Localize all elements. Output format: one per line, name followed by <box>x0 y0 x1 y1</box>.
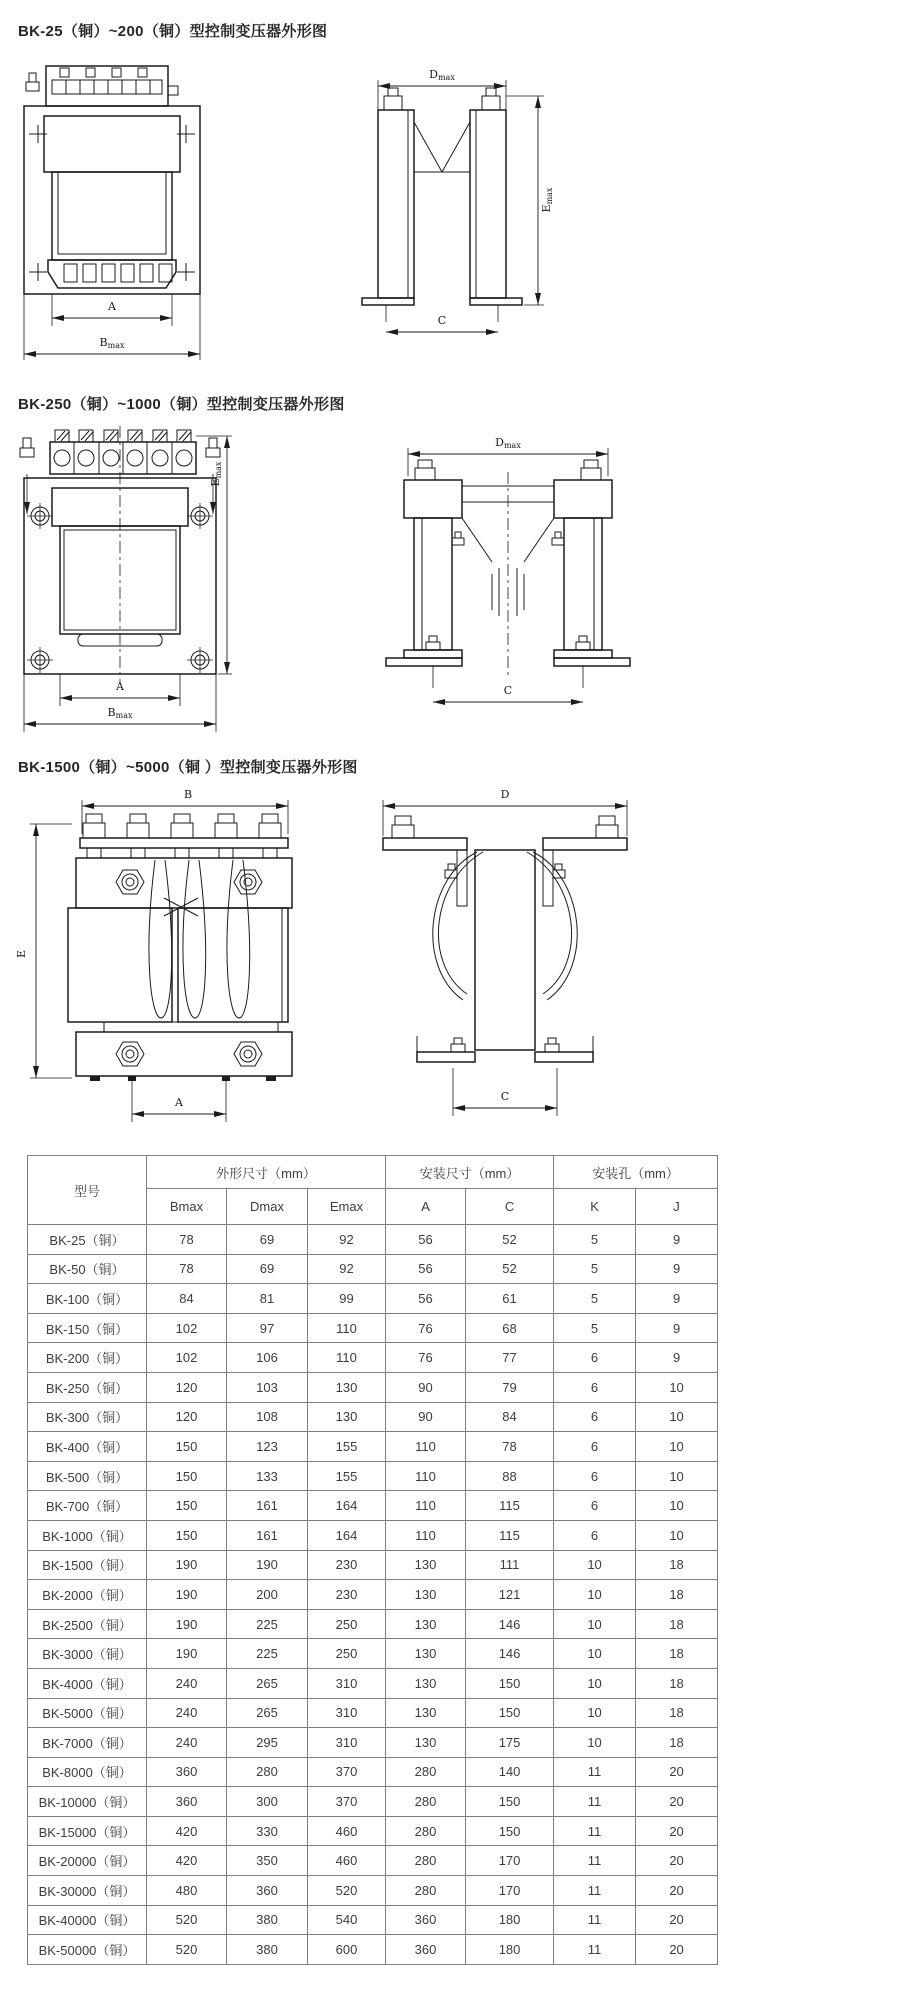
column-header-bmax: Bmax <box>147 1189 227 1225</box>
left-leg <box>378 88 442 298</box>
table-row <box>28 1639 718 1669</box>
model-cell: BK-2000（铜） <box>28 1580 147 1610</box>
value-cell: 240 <box>147 1668 227 1698</box>
lead-wires <box>433 852 577 1000</box>
value-cell: 180 <box>466 1905 554 1935</box>
value-cell: 480 <box>147 1876 227 1906</box>
value-cell: 9 <box>636 1254 718 1284</box>
value-cell: 56 <box>386 1254 466 1284</box>
dim-label-c: C <box>437 314 447 327</box>
value-cell: 150 <box>147 1520 227 1550</box>
value-cell: 110 <box>386 1491 466 1521</box>
value-cell: 20 <box>636 1935 718 1965</box>
value-cell: 600 <box>308 1935 386 1965</box>
terminal-bolts <box>83 814 281 858</box>
dimension-dmax <box>378 68 506 112</box>
value-cell: 10 <box>636 1461 718 1491</box>
value-cell: 230 <box>308 1550 386 1580</box>
value-cell: 150 <box>466 1816 554 1846</box>
model-cell: BK-250（铜） <box>28 1372 147 1402</box>
value-cell: 175 <box>466 1728 554 1758</box>
value-cell: 6 <box>554 1372 636 1402</box>
value-cell: 102 <box>147 1343 227 1373</box>
top-bolts <box>392 816 618 838</box>
value-cell: 11 <box>554 1876 636 1906</box>
value-cell: 90 <box>386 1402 466 1432</box>
model-cell: BK-7000（铜） <box>28 1728 147 1758</box>
value-cell: 69 <box>227 1254 308 1284</box>
model-cell: BK-200（铜） <box>28 1343 147 1373</box>
group-header-mounting-holes: 安装孔（mm） <box>554 1156 718 1189</box>
table-row <box>28 1225 718 1255</box>
model-cell: BK-500（铜） <box>28 1461 147 1491</box>
core-column <box>475 850 535 1050</box>
spec-table <box>27 1155 718 1965</box>
dimension-c <box>386 314 498 332</box>
value-cell: 200 <box>227 1580 308 1610</box>
value-cell: 170 <box>466 1846 554 1876</box>
table-row <box>28 1876 718 1906</box>
dim-label-bmax: Bmax <box>107 706 133 720</box>
value-cell: 10 <box>636 1402 718 1432</box>
value-cell: 10 <box>554 1639 636 1669</box>
table-row <box>28 1668 718 1698</box>
section-3-front-view-drawing <box>14 786 304 1138</box>
value-cell: 103 <box>227 1372 308 1402</box>
table-row <box>28 1461 718 1491</box>
dim-label-d: D <box>500 788 510 801</box>
core-and-coil <box>44 116 180 288</box>
table-row <box>28 1491 718 1521</box>
model-cell: BK-400（铜） <box>28 1432 147 1462</box>
value-cell: 92 <box>308 1254 386 1284</box>
value-cell: 56 <box>386 1225 466 1255</box>
value-cell: 84 <box>147 1284 227 1314</box>
dimension-d <box>383 788 627 836</box>
value-cell: 130 <box>308 1372 386 1402</box>
value-cell: 18 <box>636 1580 718 1610</box>
value-cell: 6 <box>554 1343 636 1373</box>
value-cell: 76 <box>386 1343 466 1373</box>
value-cell: 250 <box>308 1609 386 1639</box>
value-cell: 240 <box>147 1698 227 1728</box>
model-cell: BK-1500（铜） <box>28 1550 147 1580</box>
value-cell: 133 <box>227 1461 308 1491</box>
value-cell: 10 <box>636 1520 718 1550</box>
value-cell: 520 <box>147 1905 227 1935</box>
coil-blocks <box>68 908 288 1032</box>
value-cell: 11 <box>554 1935 636 1965</box>
value-cell: 295 <box>227 1728 308 1758</box>
table-row <box>28 1402 718 1432</box>
group-header-mounting-dimensions: 安装尺寸（mm） <box>386 1156 554 1189</box>
column-header-model: 型号 <box>28 1156 147 1225</box>
value-cell: 190 <box>147 1609 227 1639</box>
value-cell: 18 <box>636 1728 718 1758</box>
dim-label-bmax: Bmax <box>99 336 125 350</box>
spec-table-header <box>28 1156 718 1225</box>
value-cell: 78 <box>147 1225 227 1255</box>
dimension-b <box>82 788 288 834</box>
value-cell: 360 <box>147 1787 227 1817</box>
section-1-side-view-drawing <box>356 60 561 355</box>
value-cell: 370 <box>308 1757 386 1787</box>
top-brackets <box>383 838 627 906</box>
value-cell: 310 <box>308 1698 386 1728</box>
value-cell: 420 <box>147 1846 227 1876</box>
value-cell: 280 <box>386 1846 466 1876</box>
value-cell: 78 <box>466 1432 554 1462</box>
value-cell: 11 <box>554 1787 636 1817</box>
value-cell: 92 <box>308 1225 386 1255</box>
right-leg <box>524 480 612 658</box>
lower-clamp <box>76 1032 292 1081</box>
value-cell: 310 <box>308 1668 386 1698</box>
model-cell: BK-30000（铜） <box>28 1876 147 1906</box>
value-cell: 115 <box>466 1520 554 1550</box>
value-cell: 115 <box>466 1491 554 1521</box>
value-cell: 360 <box>227 1876 308 1906</box>
value-cell: 520 <box>147 1935 227 1965</box>
table-row <box>28 1609 718 1639</box>
value-cell: 6 <box>554 1520 636 1550</box>
dimension-a <box>60 674 180 706</box>
value-cell: 10 <box>554 1668 636 1698</box>
value-cell: 380 <box>227 1935 308 1965</box>
value-cell: 310 <box>308 1728 386 1758</box>
value-cell: 120 <box>147 1402 227 1432</box>
table-row <box>28 1698 718 1728</box>
table-row <box>28 1728 718 1758</box>
value-cell: 280 <box>386 1787 466 1817</box>
value-cell: 102 <box>147 1313 227 1343</box>
value-cell: 68 <box>466 1313 554 1343</box>
section-3-title: BK-1500（铜）~5000（铜 ）型控制变压器外形图 <box>18 759 358 776</box>
value-cell: 97 <box>227 1313 308 1343</box>
model-cell: BK-20000（铜） <box>28 1846 147 1876</box>
value-cell: 240 <box>147 1728 227 1758</box>
value-cell: 10 <box>636 1491 718 1521</box>
value-cell: 225 <box>227 1609 308 1639</box>
column-header-j: J <box>636 1189 718 1225</box>
dim-label-emax: Emax <box>209 461 223 487</box>
value-cell: 18 <box>636 1609 718 1639</box>
model-cell: BK-4000（铜） <box>28 1668 147 1698</box>
dimension-c <box>453 1068 557 1116</box>
value-cell: 18 <box>636 1698 718 1728</box>
value-cell: 9 <box>636 1313 718 1343</box>
value-cell: 69 <box>227 1225 308 1255</box>
dim-label-a: A <box>108 300 116 313</box>
value-cell: 90 <box>386 1372 466 1402</box>
value-cell: 11 <box>554 1846 636 1876</box>
value-cell: 9 <box>636 1225 718 1255</box>
value-cell: 78 <box>147 1254 227 1284</box>
table-row <box>28 1343 718 1373</box>
dim-label-e: E <box>15 949 28 959</box>
table-row <box>28 1313 718 1343</box>
value-cell: 110 <box>386 1461 466 1491</box>
side-bolt-icon <box>26 73 178 95</box>
value-cell: 11 <box>554 1905 636 1935</box>
dimension-emax <box>196 436 232 674</box>
value-cell: 77 <box>466 1343 554 1373</box>
value-cell: 10 <box>554 1728 636 1758</box>
value-cell: 164 <box>308 1520 386 1550</box>
dimension-a <box>132 1081 226 1122</box>
table-row <box>28 1254 718 1284</box>
table-row <box>28 1935 718 1965</box>
value-cell: 280 <box>386 1816 466 1846</box>
value-cell: 190 <box>147 1550 227 1580</box>
value-cell: 110 <box>308 1313 386 1343</box>
value-cell: 155 <box>308 1432 386 1462</box>
value-cell: 52 <box>466 1225 554 1255</box>
value-cell: 360 <box>386 1935 466 1965</box>
value-cell: 460 <box>308 1816 386 1846</box>
value-cell: 20 <box>636 1757 718 1787</box>
table-row <box>28 1757 718 1787</box>
value-cell: 123 <box>227 1432 308 1462</box>
value-cell: 5 <box>554 1313 636 1343</box>
table-row <box>28 1846 718 1876</box>
model-cell: BK-8000（铜） <box>28 1757 147 1787</box>
value-cell: 190 <box>227 1550 308 1580</box>
terminal-rail <box>80 838 288 848</box>
value-cell: 130 <box>386 1550 466 1580</box>
group-header-outline-dimensions: 外形尺寸（mm） <box>147 1156 386 1189</box>
value-cell: 161 <box>227 1491 308 1521</box>
model-cell: BK-50000（铜） <box>28 1935 147 1965</box>
column-header-dmax: Dmax <box>227 1189 308 1225</box>
model-cell: BK-25（铜） <box>28 1225 147 1255</box>
value-cell: 110 <box>386 1520 466 1550</box>
value-cell: 150 <box>466 1787 554 1817</box>
value-cell: 108 <box>227 1402 308 1432</box>
table-row <box>28 1432 718 1462</box>
value-cell: 370 <box>308 1787 386 1817</box>
value-cell: 300 <box>227 1787 308 1817</box>
value-cell: 150 <box>466 1698 554 1728</box>
value-cell: 9 <box>636 1284 718 1314</box>
model-cell: BK-50（铜） <box>28 1254 147 1284</box>
value-cell: 121 <box>466 1580 554 1610</box>
value-cell: 10 <box>636 1372 718 1402</box>
terminal-strip <box>50 442 196 474</box>
model-cell: BK-700（铜） <box>28 1491 147 1521</box>
section-3-side-view-drawing <box>365 786 645 1138</box>
value-cell: 10 <box>554 1698 636 1728</box>
bottom-feet <box>417 1036 593 1062</box>
dim-label-dmax: Dmax <box>429 68 455 82</box>
value-cell: 420 <box>147 1816 227 1846</box>
value-cell: 225 <box>227 1639 308 1669</box>
value-cell: 280 <box>386 1876 466 1906</box>
value-cell: 20 <box>636 1787 718 1817</box>
value-cell: 164 <box>308 1491 386 1521</box>
value-cell: 10 <box>636 1432 718 1462</box>
value-cell: 106 <box>227 1343 308 1373</box>
value-cell: 84 <box>466 1402 554 1432</box>
dimension-e <box>15 824 72 1078</box>
dim-label-c: C <box>503 684 513 697</box>
value-cell: 79 <box>466 1372 554 1402</box>
terminal-screws-hatched <box>55 430 191 442</box>
value-cell: 11 <box>554 1816 636 1846</box>
model-cell: BK-100（铜） <box>28 1284 147 1314</box>
value-cell: 110 <box>308 1343 386 1373</box>
value-cell: 20 <box>636 1846 718 1876</box>
value-cell: 20 <box>636 1876 718 1906</box>
value-cell: 81 <box>227 1284 308 1314</box>
dim-label-a: A <box>175 1096 183 1109</box>
value-cell: 150 <box>147 1491 227 1521</box>
value-cell: 20 <box>636 1816 718 1846</box>
section-2-front-view-drawing <box>14 426 244 738</box>
dim-label-a: A <box>116 680 124 693</box>
value-cell: 250 <box>308 1639 386 1669</box>
model-cell: BK-1000（铜） <box>28 1520 147 1550</box>
value-cell: 140 <box>466 1757 554 1787</box>
value-cell: 180 <box>466 1935 554 1965</box>
value-cell: 330 <box>227 1816 308 1846</box>
value-cell: 230 <box>308 1580 386 1610</box>
value-cell: 18 <box>636 1639 718 1669</box>
value-cell: 56 <box>386 1284 466 1314</box>
model-cell: BK-10000（铜） <box>28 1787 147 1817</box>
table-row <box>28 1550 718 1580</box>
value-cell: 150 <box>147 1461 227 1491</box>
upper-clamp <box>76 858 292 908</box>
value-cell: 6 <box>554 1491 636 1521</box>
value-cell: 520 <box>308 1876 386 1906</box>
right-leg <box>442 88 506 298</box>
value-cell: 146 <box>466 1609 554 1639</box>
table-row <box>28 1284 718 1314</box>
dimension-emax <box>506 96 554 305</box>
model-cell: BK-5000（铜） <box>28 1698 147 1728</box>
value-cell: 130 <box>386 1728 466 1758</box>
value-cell: 280 <box>386 1757 466 1787</box>
value-cell: 161 <box>227 1520 308 1550</box>
value-cell: 18 <box>636 1550 718 1580</box>
value-cell: 5 <box>554 1254 636 1284</box>
value-cell: 350 <box>227 1846 308 1876</box>
value-cell: 9 <box>636 1343 718 1373</box>
value-cell: 130 <box>386 1698 466 1728</box>
dimension-a <box>52 294 172 326</box>
value-cell: 18 <box>636 1668 718 1698</box>
section-1-title: BK-25（铜）~200（铜）型控制变压器外形图 <box>18 23 328 40</box>
value-cell: 265 <box>227 1698 308 1728</box>
corner-cross-marks <box>29 125 195 281</box>
section-2-title: BK-250（铜）~1000（铜）型控制变压器外形图 <box>18 396 345 413</box>
value-cell: 360 <box>386 1905 466 1935</box>
value-cell: 6 <box>554 1402 636 1432</box>
dim-label-dmax: Dmax <box>495 436 521 450</box>
value-cell: 280 <box>227 1757 308 1787</box>
table-row <box>28 1787 718 1817</box>
dimension-dmax <box>408 436 608 476</box>
value-cell: 120 <box>147 1372 227 1402</box>
model-cell: BK-150（铜） <box>28 1313 147 1343</box>
value-cell: 88 <box>466 1461 554 1491</box>
mounting-plate <box>24 106 200 294</box>
value-cell: 10 <box>554 1609 636 1639</box>
value-cell: 99 <box>308 1284 386 1314</box>
value-cell: 190 <box>147 1639 227 1669</box>
value-cell: 170 <box>466 1876 554 1906</box>
value-cell: 540 <box>308 1905 386 1935</box>
model-cell: BK-3000（铜） <box>28 1639 147 1669</box>
value-cell: 265 <box>227 1668 308 1698</box>
value-cell: 10 <box>554 1580 636 1610</box>
dim-label-emax: Emax <box>540 187 554 213</box>
table-row <box>28 1905 718 1935</box>
value-cell: 130 <box>386 1668 466 1698</box>
dim-label-b: B <box>183 788 193 801</box>
value-cell: 61 <box>466 1284 554 1314</box>
dim-label-c: C <box>500 1090 510 1103</box>
table-row <box>28 1520 718 1550</box>
value-cell: 76 <box>386 1313 466 1343</box>
model-cell: BK-2500（铜） <box>28 1609 147 1639</box>
value-cell: 5 <box>554 1284 636 1314</box>
value-cell: 155 <box>308 1461 386 1491</box>
value-cell: 130 <box>386 1580 466 1610</box>
section-2-side-view-drawing <box>378 426 638 738</box>
value-cell: 130 <box>386 1639 466 1669</box>
value-cell: 11 <box>554 1757 636 1787</box>
value-cell: 52 <box>466 1254 554 1284</box>
model-cell: BK-15000（铜） <box>28 1816 147 1846</box>
section-1-front-view-drawing <box>18 58 213 368</box>
value-cell: 190 <box>147 1580 227 1610</box>
value-cell: 20 <box>636 1905 718 1935</box>
spec-table-body <box>28 1225 718 1965</box>
table-row <box>28 1372 718 1402</box>
value-cell: 130 <box>308 1402 386 1432</box>
model-cell: BK-40000（铜） <box>28 1905 147 1935</box>
column-header-c: C <box>466 1189 554 1225</box>
value-cell: 6 <box>554 1432 636 1462</box>
value-cell: 110 <box>386 1432 466 1462</box>
value-cell: 10 <box>554 1550 636 1580</box>
value-cell: 5 <box>554 1225 636 1255</box>
value-cell: 111 <box>466 1550 554 1580</box>
column-header-emax: Emax <box>308 1189 386 1225</box>
value-cell: 460 <box>308 1846 386 1876</box>
value-cell: 150 <box>147 1432 227 1462</box>
model-cell: BK-300（铜） <box>28 1402 147 1432</box>
table-row <box>28 1580 718 1610</box>
value-cell: 130 <box>386 1609 466 1639</box>
dimension-c <box>433 684 583 702</box>
value-cell: 6 <box>554 1461 636 1491</box>
value-cell: 380 <box>227 1905 308 1935</box>
value-cell: 150 <box>466 1668 554 1698</box>
column-header-k: K <box>554 1189 636 1225</box>
value-cell: 360 <box>147 1757 227 1787</box>
column-header-a: A <box>386 1189 466 1225</box>
table-row <box>28 1816 718 1846</box>
left-leg <box>404 480 492 658</box>
terminal-block <box>46 66 168 106</box>
value-cell: 146 <box>466 1639 554 1669</box>
